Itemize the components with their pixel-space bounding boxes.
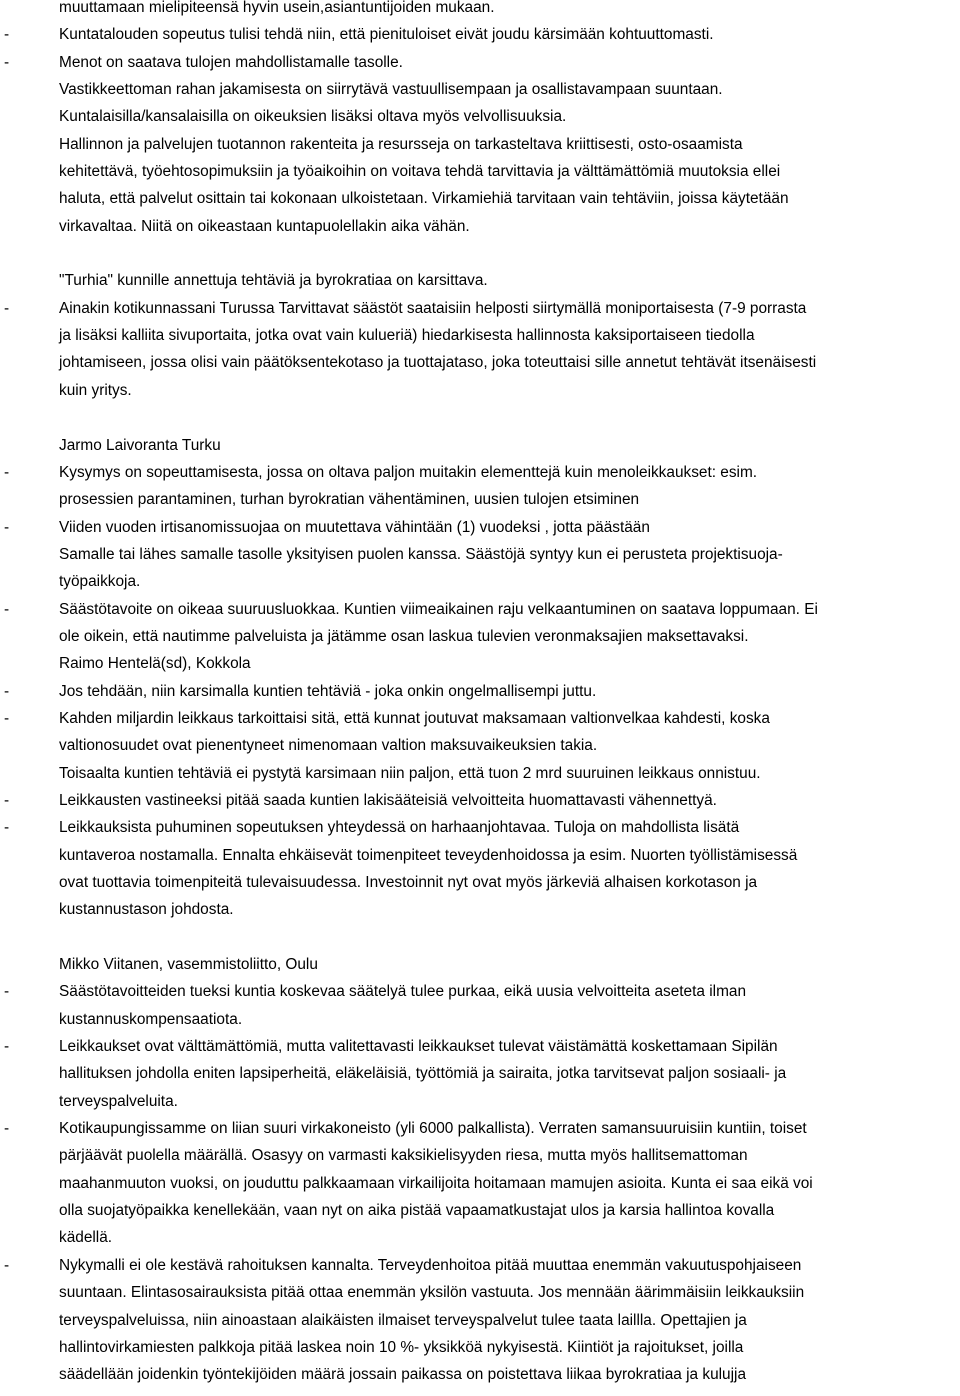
text-line: kehitettävä, työehtosopimuksiin ja työaikoihin on voitava tehdä tarvittavia ja välttämättömiä muutoksia ellei — [59, 163, 781, 181]
text-line: Jarmo Laivoranta Turku — [59, 436, 221, 454]
text-line: Samalle tai lähes samalle tasolle yksityisen puolen kanssa. Säästöjä syntyy kun ei perusteta projektisuoja- — [59, 545, 783, 563]
text-line: Raimo Hentelä(sd), Kokkola — [59, 655, 251, 673]
text-line: säädellään joidenkin työntekijöiden määrä jossain paikassa on poistettava liikaa byrokratiaa ja kulujja — [59, 1366, 747, 1384]
text-line: kustannuskompensaatiota. — [59, 1010, 243, 1028]
bullet-line: - Säästötavoite on oikeaa suuruusluokkaa. Kuntien viimeaikainen raju velkaantuminen on saatava loppumaan. Ei — [0, 596, 960, 623]
bullet-line: - Leikkauksista puhuminen sopeutuksen yhteydessä on harhaanjohtavaa. Tuloja on mahdollista lisätä — [0, 814, 960, 841]
bullet-line: - Kuntatalouden sopeutus tulisi tehdä niin, että pienituloiset eivät joudu kärsimään kohtuuttomasti. — [0, 21, 960, 48]
text-line: kädellä. — [59, 1229, 113, 1247]
text-line: muuttamaan mielipiteensä hyvin usein,asiantuntijoiden mukaan. — [59, 0, 495, 16]
text-line: Mikko Viitanen, vasemmistoliitto, Oulu — [59, 956, 318, 974]
blank-line — [0, 404, 960, 431]
blank-line — [0, 240, 960, 267]
text-line: olla suojatyöpaikka kenellekään, vaan nyt on aika pistää vapaamatkustajat ulos ja karsia hallintoa kovalla — [59, 1202, 775, 1220]
text-line: "Turhia" kunnille annettuja tehtäviä ja byrokratiaa on karsittava. — [59, 272, 488, 290]
text-line: johtamiseen, jossa olisi vain päätöksentekotaso ja tuottajataso, joka toteuttaisi sille annetut tehtävät itsenäisesti — [59, 354, 817, 372]
text-line: pärjäävät puolella määrällä. Osasyy on varmasti kaksikielisyyden riesa, mutta myös hallitsemattoman — [59, 1147, 748, 1165]
text-line: suuntaan. Elintasosairauksista pitää ottaa enemmän yksilön vastuuta. Jos mennään äärimmäisiin leikkauksiin — [59, 1284, 805, 1302]
text-line: työpaikkoja. — [59, 573, 141, 591]
text-line: valtionosuudet ovat pienentyneet nimenomaan valtion maksuvaikeuksien takia. — [59, 737, 598, 755]
bullet-line: - Kahden miljardin leikkaus tarkoittaisi sitä, että kunnat joutuvat maksamaan valtionvelkaa kahdesti, koska — [0, 705, 960, 732]
text-line: Kuntalaisilla/kansalaisilla on oikeuksien lisäksi oltava myös velvollisuuksia. — [59, 108, 567, 126]
text-line: ole oikein, että nautimme palveluista ja jätämme osan laskua tulevien veronmaksajien maksettavaksi. — [59, 627, 749, 645]
bullet-line: - Leikkaukset ovat välttämättömiä, mutta valitettavasti leikkaukset tulevat väistämättä koskettamaan Sipilän — [0, 1033, 960, 1060]
bullet-line: - Viiden vuoden irtisanomissuojaa on muutettava vähintään (1) vuodeksi , jotta päästään — [0, 514, 960, 541]
text-line: haluta, että palvelut osittain tai kokonaan ulkoistetaan. Virkamiehiä tarvitaan vain tehtäviin, joissa käytetään — [59, 190, 789, 208]
bullet-line: - Jos tehdään, niin karsimalla kuntien tehtäviä - joka onkin ongelmallisempi juttu. — [0, 678, 960, 705]
bullet-line: - Kotikaupungissamme on liian suuri virkakoneisto (yli 6000 palkallista). Verraten samansuuruisiin kuntiin, toiset — [0, 1115, 960, 1142]
blank-line — [0, 924, 960, 951]
text-line: terveyspalveluita. — [59, 1092, 178, 1110]
bullet-line: - Menot on saatava tulojen mahdollistamalle tasolle. — [0, 49, 960, 76]
text-line: ja lisäksi kalliita sivuportaita, jotka ovat vain kulueriä) hiedarkisesta hallinnosta kaksiportaiseen tiedolla — [59, 327, 755, 345]
text-line: terveyspalveluissa, niin ainoastaan alaikäisten ilmaiset terveyspalvelut tulee taata laillla. Opettajien ja — [59, 1311, 747, 1329]
bullet-line: - Leikkausten vastineeksi pitää saada kuntien lakisääteisiä velvoitteita huomattavasti vähennettyä. — [0, 787, 960, 814]
text-line: ovat tuottavia toimenpiteitä tulevaisuudessa. Investoinnit nyt ovat myös järkeviä alhaisen korkotason ja — [59, 874, 758, 891]
text-line: maahanmuuton vuoksi, on jouduttu palkkaamaan virkailijoita hoitamaan mamujen asioita. Kunta ei saa eikä voi — [59, 1174, 813, 1192]
text-line: Hallinnon ja palvelujen tuotannon rakenteita ja resursseja on tarkasteltava kriittisesti, osto-osaamista — [59, 135, 743, 153]
text-line: hallituksen johdolla eniten lapsiperheitä, eläkeläisiä, työttömiä ja sairaita, jotka tarvitsevat paljon sosiaali- ja — [59, 1065, 787, 1083]
text-line: kuntaveroa nostamalla. Ennalta ehkäisevät toimenpiteet teveydenhoidossa ja esim. Nuorten työllistämisessä — [59, 846, 798, 864]
text-line: prosessien parantaminen, turhan byrokratian vähentäminen, uusien tulojen etsiminen — [59, 491, 640, 509]
text-line: virkavaltaa. Niitä on oikeastaan kuntapuolellakin aika vähän. — [59, 217, 470, 235]
text-line: Vastikkeettoman rahan jakamisesta on siirrytävä vastuullisempaan ja osallistavampaan suuntaan. — [59, 81, 723, 99]
text-line: hallintovirkamiesten palkkoja pitää laskea noin 10 %- yksikköä nykyisestä. Kiintiöt ja rajoitukset, joilla — [59, 1338, 744, 1356]
text-line: kuin yritys. — [59, 381, 132, 399]
bullet-line: - Ainakin kotikunnassani Turussa Tarvittavat säästöt saataisiin helposti siirtymällä moniportaisesta (7-9 porrasta — [0, 295, 960, 322]
bullet-line: - Säästötavoitteiden tueksi kuntia koskevaa säätelyä tulee purkaa, eikä uusia velvoitteita aseteta ilman — [0, 978, 960, 1005]
text-line: Toisaalta kuntien tehtäviä ei pystytä karsimaan niin paljon, että tuon 2 mrd suuruinen leikkaus onnistuu. — [59, 764, 761, 782]
bullet-line: - Nykymalli ei ole kestävä rahoituksen kannalta. Terveydenhoitoa pitää muuttaa enemmän vakuutuspohjaiseen — [0, 1252, 960, 1279]
bullet-line: - Kysymys on sopeuttamisesta, jossa on oltava paljon muitakin elementtejä kuin menoleikkaukset: esim. — [0, 459, 960, 486]
text-line: kustannustason johdosta. — [59, 901, 234, 919]
